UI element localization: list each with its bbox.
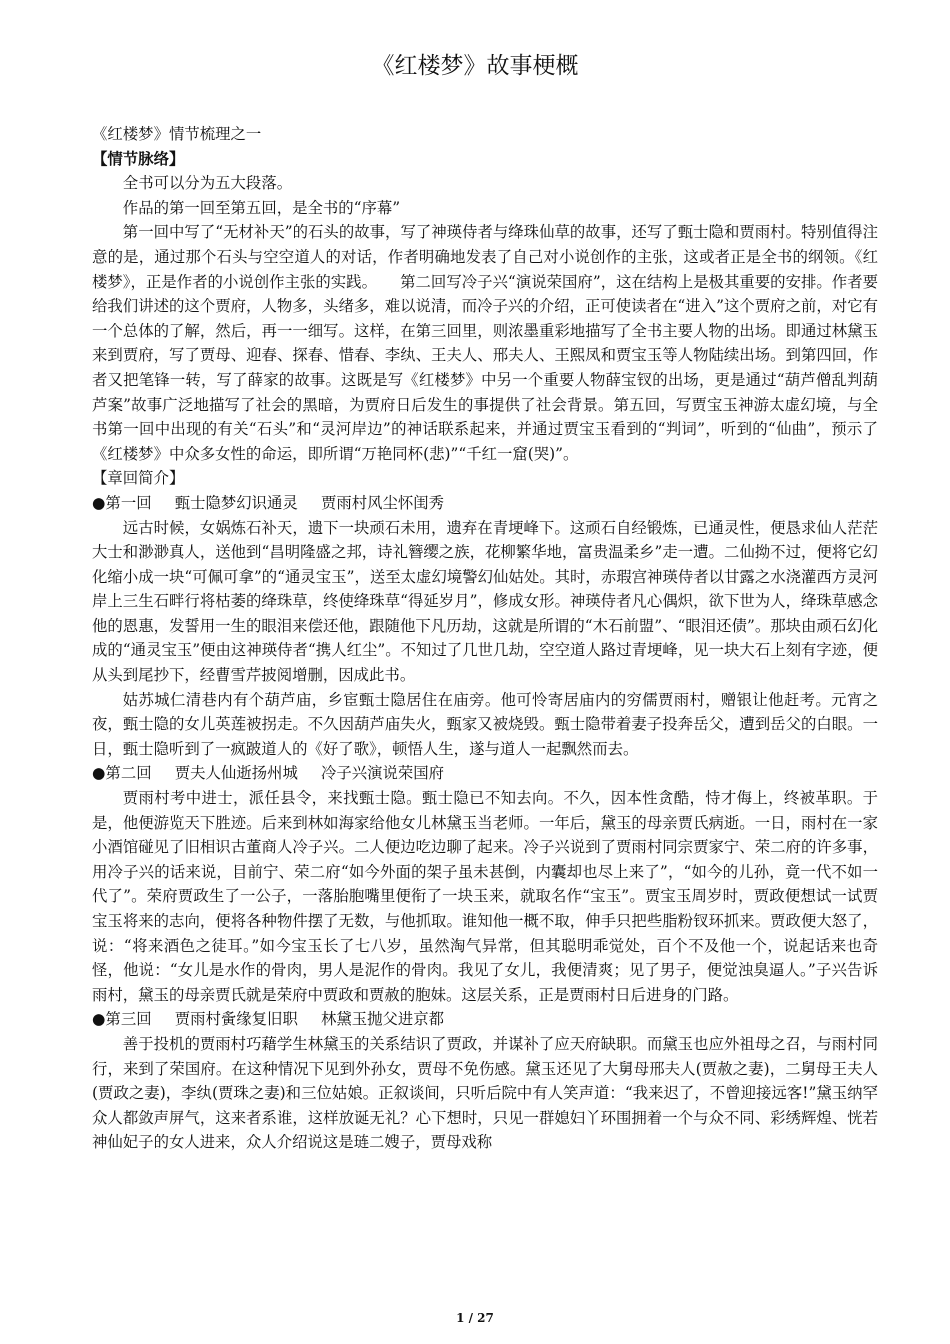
paragraph: 第一回中写了“无材补天”的石头的故事，写了神瑛侍者与绛珠仙草的故事，还写了甄士隐和贾雨村。特别值得注意的是，通过那个石头与空空道人的对话，作者明确地发表了自己对小说创作的主张，这或者正是全书的纲领。《红楼梦》，正是作者的小说创作主张的实践。 第二回写冷子兴“演说荣国府”，这在结构上是极其重要的安排。作者要给我们讲述的这个贾府，人物多，头绪多，难以说清，而冷子兴的介绍，正可使读者在“进入”这个贾府之前，对它有一个总体的了解，然后，再一一细写。这样，在第三回里，则浓墨重彩地描写了全书主要人物的出场。即通过林黛玉来到贾府，写了贾母、迎春、探春、惜春、李纨、王夫人、邢夫人、王熙凤和贾宝玉等人物陆续出场。到第四回，作者又把笔锋一转，写了薛家的故事。这既是写《红楼梦》中另一个重要人物薛宝钗的出场，更是通过“葫芦僧乱判葫芦案”故事广泛地描写了社会的黑暗，为贾府日后发生的事提供了社会背景。第五回，写贾宝玉神游太虚幻境，与全书第一回中出现的有关“石头”和“灵河岸边”的神话联系起来，并通过贾宝玉看到的“判词”，听到的“仙曲”，预示了《红楼梦》中众多女性的命运，即所谓“万艳同杯(悲)”“千红一窟(哭)”。	[92, 223, 878, 463]
section-heading-plot: 【情节脉络】	[92, 149, 185, 168]
chapter-title-a: 甄士隐梦幻识通灵	[174, 493, 298, 512]
document-body	[92, 122, 878, 1155]
chapter-label: ●第二回	[92, 764, 152, 783]
chapter-title-a: 贾雨村夤缘复旧职	[174, 1010, 298, 1029]
chapter-title-b: 贾雨村风尘怀闺秀	[320, 493, 445, 512]
paragraph: 作品的第一回至第五回，是全书的“序幕”	[122, 198, 401, 217]
paragraph: 姑苏城仁清巷内有个葫芦庙，乡宦甄士隐居住在庙旁。他可怜寄居庙内的穷儒贾雨村，赠银让他赶考。元宵之夜，甄士隐的女儿英莲被拐走。不久因葫芦庙失火，甄家又被烧毁。甄士隐带着妻子投奔岳父，遭到岳父的白眼。一日，甄士隐听到了一疯跛道人的《好了歌》，顿悟人生，遂与道人一起飘然而去。	[92, 690, 878, 758]
subtitle: 《红楼梦》情节梳理之一	[92, 125, 262, 143]
chapter-title-a: 贾夫人仙逝扬州城	[174, 764, 298, 783]
chapter-title-b: 林黛玉抛父进京都	[320, 1010, 445, 1029]
page-number: 1 / 27	[456, 1311, 494, 1325]
chapter-heading-2	[92, 761, 878, 786]
paragraph: 远古时候，女娲炼石补天，遗下一块顽石未用，遗弃在青埂峰下。这顽石自经锻炼，已通灵性，便恳求仙人茫茫大士和渺渺真人，送他到“昌明隆盛之邦，诗礼簪缨之族，花柳繁华地，富贵温柔乡”走一遭。二仙拗不过，便将它幻化缩小成一块“可佩可拿”的“通灵宝玉”，送至太虚幻境警幻仙姑处。其时，赤瑕宫神瑛侍者以甘露之水浇灌西方灵河岸上三生石畔行将枯萎的绛珠草，终使绛珠草“得延岁月”，修成女形。神瑛侍者凡心偶炽，欲下世为人，绛珠草感念他的恩惠，发誓用一生的眼泪来偿还他，跟随他下凡历劫，这就是所谓的“木石前盟”、“眼泪还债”。那块由顽石幻化成的“通灵宝玉”便由这神瑛侍者“携人红尘”。不知过了几世几劫，空空道人路过青埂峰，见一块大石上刻有字迹，便从头到尾抄下，经曹雪芹披阅增删，因成此书。	[92, 518, 878, 685]
chapter-heading-1	[92, 491, 878, 516]
chapter-heading-3	[92, 1007, 878, 1032]
chapter-title-b: 冷子兴演说荣国府	[320, 764, 445, 783]
chapter-label: ●第一回	[92, 493, 152, 512]
paragraph: 善于投机的贾雨村巧藉学生林黛玉的关系结识了贾政，并谋补了应天府缺职。而黛玉也应外祖母之召，与雨村同行，来到了荣国府。在这种情况下见到外孙女，贾母不免伤感。黛玉还见了大舅母邢夫人(贾赦之妻)，二舅母王夫人(贾政之妻)，李纨(贾珠之妻)和三位姑娘。正叙谈间，只听后院中有人笑声道：“我来迟了，不曾迎接远客!”黛玉纳罕众人都敛声屏气，这来者系谁，这样放诞无礼？心下想时，只见一群媳妇丫环围拥着一个与众不同、彩绣辉煌、恍若神仙妃子的女人进来，众人介绍说这是琏二嫂子，贾母戏称	[92, 1034, 878, 1152]
paragraph: 贾雨村考中进士，派任县令，来找甄士隐。甄士隐已不知去向。不久，因本性贪酷，恃才侮上，终被革职。于是，他便游览天下胜迹。后来到林如海家给他女儿林黛玉当老师。一年后，黛玉的母亲贾氏病逝。一日，雨村在一家小酒馆碰见了旧相识古董商人冷子兴。二人便边吃边聊了起来。冷子兴说到了贾雨村同宗贾家宁、荣二府的许多事，用冷子兴的话来说，目前宁、荣二府“如今外面的架子虽未甚倒，内囊却也尽上来了”，“如今的儿孙，竟一代不如一代了”。荣府贾政生了一公子，一落胎胞嘴里便衔了一块玉来，就取名作“宝玉”。贾宝玉周岁时，贾政便想试一试贾宝玉将来的志向，便将各种物件摆了无数，与他抓取。谁知他一概不取，伸手只把些脂粉钗环抓来。贾政便大怒了，说：“将来酒色之徒耳。”如今宝玉长了七八岁，虽然淘气异常，但其聪明乖觉处，百个不及他一个，说起话来也奇怪，他说：“女儿是水作的骨肉，男人是泥作的骨肉。我见了女儿，我便清爽；见了男子，便觉浊臭逼人。”子兴告诉雨村，黛玉的母亲贾氏就是荣府中贾政和贾赦的胞妹。这层关系，正是贾雨村日后进身的门路。	[92, 789, 878, 1004]
page-title: 《红楼梦》故事梗概	[371, 53, 579, 79]
section-heading-chapters: 【章回简介】	[92, 469, 185, 488]
chapter-label: ●第三回	[92, 1010, 152, 1029]
paragraph: 全书可以分为五大段落。	[122, 174, 293, 193]
